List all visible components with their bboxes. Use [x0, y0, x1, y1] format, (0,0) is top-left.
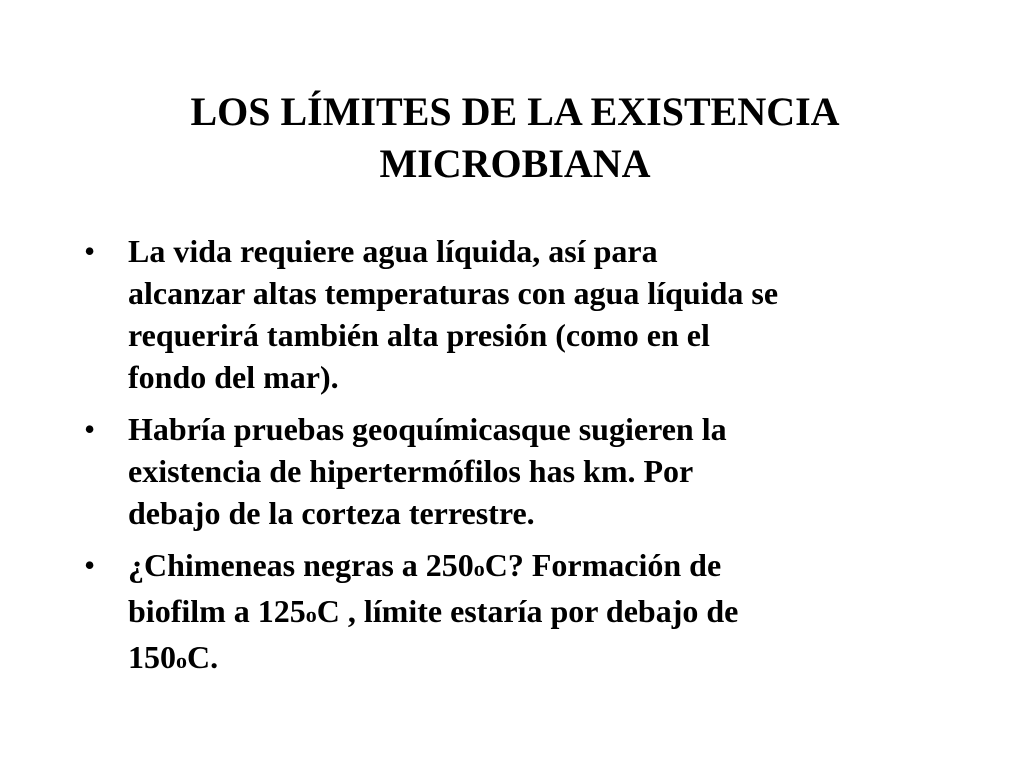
line-text: C. [187, 639, 219, 675]
degree-superscript: o [176, 648, 187, 673]
bullet-icon: • [84, 547, 96, 583]
bullet-line: La vida requiere agua líquida, así para [128, 233, 658, 269]
slide-title [100, 86, 930, 190]
bullet-line [128, 590, 960, 636]
bullet-line: requerirá también alta presión (como en el [128, 317, 710, 353]
line-text: ¿Chimeneas negras a 250 [128, 547, 474, 583]
line-text: C , límite estaría por debajo de [316, 593, 739, 629]
bullet-line [128, 636, 960, 682]
bullet-line: Habría pruebas geoquímicasque sugieren la [128, 411, 727, 447]
degree-superscript: o [473, 556, 485, 581]
bullet-item [80, 408, 960, 534]
bullet-line: debajo de la corteza terrestre. [128, 495, 535, 531]
bullet-text [128, 544, 960, 682]
bullet-icon: • [84, 411, 96, 447]
bullet-line [128, 544, 960, 590]
bullet-text [128, 408, 960, 534]
bullet-line: alcanzar altas temperaturas con agua líquida se [128, 275, 779, 311]
line-text: C? Formación de [484, 547, 722, 583]
line-text: 150 [128, 639, 176, 675]
bullet-list [80, 230, 960, 692]
line-text: biofilm a 125 [128, 593, 306, 629]
bullet-text [128, 230, 960, 398]
bullet-item [80, 230, 960, 398]
slide-title-line: LOS LÍMITES DE LA EXISTENCIA [190, 89, 840, 134]
bullet-icon: • [84, 233, 96, 269]
slide-title-line: MICROBIANA [379, 141, 651, 186]
bullet-item [80, 544, 960, 682]
degree-superscript: o [305, 602, 317, 627]
bullet-line: existencia de hipertermófilos has km. Por [128, 453, 694, 489]
bullet-line: fondo del mar). [128, 359, 339, 395]
